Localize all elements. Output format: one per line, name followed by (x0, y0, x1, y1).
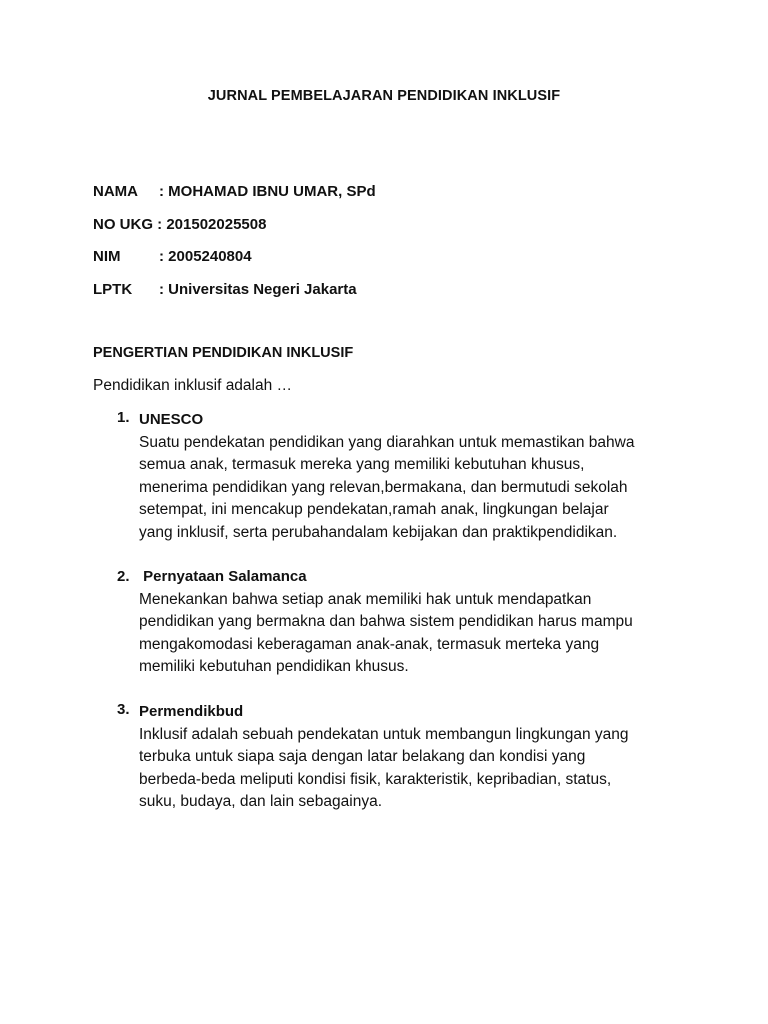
identity-label: NIM (93, 248, 121, 265)
identity-label: LPTK (93, 280, 133, 298)
intro-text: Pendidikan inklusif adalah … (93, 377, 293, 394)
list-item-number: 1. (117, 409, 130, 426)
list-item-title: Pernyataan Salamanca (139, 568, 307, 585)
identity-value: : 201502025508 (153, 215, 267, 233)
list-item (93, 409, 683, 544)
identity-value: : MOHAMAD IBNU UMAR, SPd (159, 183, 376, 200)
document-title: JURNAL PEMBELAJARAN PENDIDIKAN INKLUSIF (207, 88, 561, 104)
definition-list (93, 409, 683, 810)
identity-value: : 2005240804 (159, 248, 252, 265)
identity-block (93, 183, 376, 313)
list-item-body: Menekankan bahwa setiap anak memiliki hak untuk mendapatkan pendidikan yang bermakna dan bahwa sistem pendidikan harus mampu mengakomodasi keberagaman anak-anak, termasuk merteka yang memiliki kebutuhan pendidikan khusus. (139, 590, 633, 675)
identity-value: : Universitas Negeri Jakarta (159, 280, 357, 298)
identity-row-lptk (93, 281, 376, 314)
list-item-title: Permendikbud (139, 703, 244, 720)
list-item-body: Suatu pendekatan pendidikan yang diarahkan untuk memastikan bahwa semua anak, termasuk mereka yang memiliki kebutuhan khusus, menerima pendidikan yang relevan,bermakana, dan bermutudi sekolah setempat, ini mencakup pendekatan,ramah anak, lingkungan belajar yang inklusif, serta perubahandalam kebijakan dan praktikpendidikan. (139, 433, 635, 541)
list-item-body: Inklusif adalah sebuah pendekatan untuk membangun lingkungan yang terbuka untuk siapa saja dengan latar belakang dan kondisi yang berbeda-beda meliputi kondisi fisik, karakteristik, kepribadian, status, suku, budaya, dan lain sebagainya. (139, 725, 629, 810)
list-item (93, 701, 683, 814)
list-item (93, 566, 683, 679)
list-item-number: 2. (117, 568, 130, 585)
list-item-number: 3. (117, 701, 130, 718)
identity-label: NAMA (93, 183, 138, 200)
section-heading: PENGERTIAN PENDIDIKAN INKLUSIF (93, 345, 354, 361)
list-item-title: UNESCO (139, 411, 204, 428)
identity-row-no-ukg (93, 216, 376, 249)
identity-row-nama (93, 183, 376, 216)
identity-row-nim (93, 248, 376, 281)
identity-label: NO UKG (93, 215, 153, 233)
